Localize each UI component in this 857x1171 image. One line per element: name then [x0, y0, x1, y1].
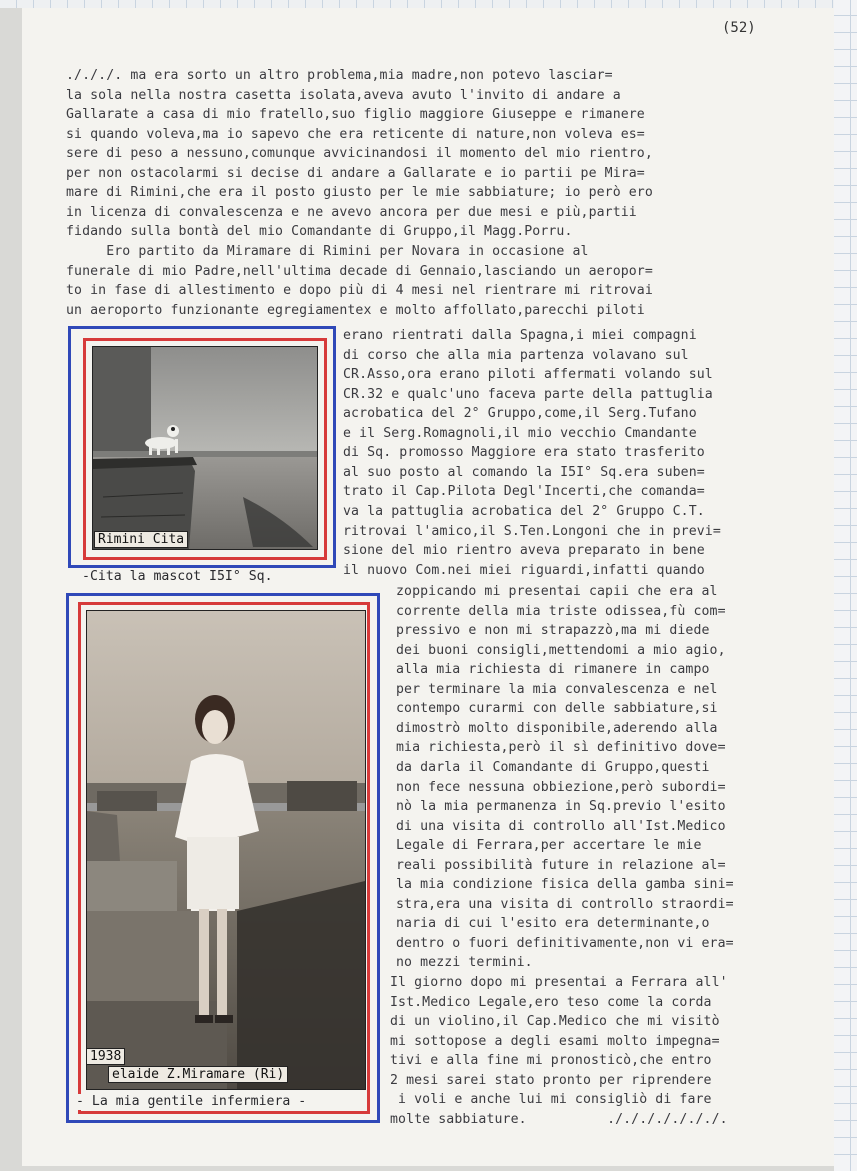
text-line: ./././. ma era sorto un altro problema,mia madre,non potevo lasciar=	[66, 68, 613, 83]
text-line: un aeroporto funzionante egregiamentex e molto affollato,parecchi piloti	[66, 302, 645, 318]
text-line: stra,era una visita di controllo straordi=	[396, 896, 734, 912]
text-line: i voli e anche lui mi consigliò di fare	[390, 1092, 712, 1108]
text-line: CR.32 e qualc'uno faceva parte della pattuglia	[343, 386, 713, 402]
text-line: CR.Asso,ora erano piloti affermati volando sul	[343, 367, 713, 383]
text-line: mare di Rimini,che era il posto giusto per le mie sabbiature; io però ero	[66, 185, 653, 201]
text-line: pressivo e non mi strapazzò,ma mi diede	[396, 623, 710, 639]
graph-paper-edge-right	[834, 0, 857, 1171]
text-line: sere di peso a nessuno,comunque avvicinandosi il momento del mio rientro,	[66, 146, 653, 162]
text-line: di una visita di controllo all'Ist.Medico	[396, 818, 726, 834]
text-line: tivi e alla fine mi pronosticò,che entro	[390, 1053, 712, 1069]
photo-2-caption: - La mia gentile infermiera -	[76, 1094, 307, 1109]
text-line: per non ostacolarmi si decise di andare a Gallarate e io partii pe Mira=	[66, 165, 645, 181]
text-line: acrobatica del 2° Gruppo,come,il Serg.Tufano	[343, 406, 697, 422]
text-line: trato il Cap.Pilota Degl'Incerti,che comanda=	[343, 484, 705, 500]
graph-paper-edge-top	[0, 0, 857, 8]
text-line: to in fase di allestimento e dopo più di 4 mesi nel rientrare mi ritrovai	[66, 283, 653, 299]
text-line: si quando voleva,ma io sapevo che era reticente di nature,non voleva es=	[66, 126, 645, 142]
text-line: erano rientrati dalla Spagna,i miei compagni	[343, 328, 697, 343]
text-line: funerale di mio Padre,nell'ultima decade di Gennaio,lasciando un aeropor=	[66, 263, 653, 279]
text-line: la mia condizione fisica della gamba sini=	[396, 877, 734, 893]
text-line: non fece nessuna obbiezione,però subordi=	[396, 779, 726, 795]
text-line: di corso che alla mia partenza volavano sul	[343, 347, 689, 363]
text-line: reali possibilità future in relazione al=	[396, 857, 726, 873]
text-line: nò la mia permanenza in Sq.previo l'esito	[396, 799, 726, 815]
text-line: 2 mesi sarei stato pronto per riprendere	[390, 1072, 712, 1088]
text-line: dei buoni consigli,mettendomi a mio agio,	[396, 642, 726, 658]
text-line: Ist.Medico Legale,ero teso come la corda	[390, 994, 712, 1010]
text-line: di un violino,il Cap.Medico che mi visitò	[390, 1014, 720, 1030]
text-line: la sola nella nostra casetta isolata,aveva avuto l'invito di andare a	[66, 87, 621, 103]
text-line: va la pattuglia acrobatica del 2° Gruppo C.T.	[343, 503, 705, 519]
text-line: alla mia richiesta di rimanere in campo	[396, 662, 710, 678]
photo-2-handwritten-label: elaide Z.Miramare (Ri)	[108, 1066, 288, 1083]
text-line: dentro o fuori definitivamente,non vi era=	[396, 935, 734, 951]
photo-dog-on-beach	[92, 346, 318, 550]
text-line: contempo curarmi con delle sabbiature,si	[396, 701, 718, 717]
photo-2-year-label: 1938	[86, 1048, 125, 1065]
text-line: molte sabbiature. ./././././././.	[390, 1111, 728, 1127]
photo-dog-image	[93, 347, 317, 549]
text-line: no mezzi termini.	[396, 955, 533, 971]
text-line: Ero partito da Miramare di Rimini per Novara in occasione al	[66, 243, 589, 259]
text-line: fidando sulla bontà del mio Comandante di Gruppo,il Magg.Porru.	[66, 224, 573, 240]
text-line: al suo posto al comando la I5I° Sq.era suben=	[343, 464, 705, 480]
photo-woman-on-beach	[86, 610, 366, 1090]
text-line: di Sq. promosso Maggiore era stato trasferito	[343, 445, 705, 461]
text-line: Il giorno dopo mi presentai a Ferrara all'	[390, 975, 728, 990]
photo-woman-image	[87, 611, 365, 1089]
text-line: il nuovo Com.nei miei riguardi,infatti quando	[343, 562, 705, 578]
text-line: Legale di Ferrara,per accertare le mie	[396, 838, 702, 854]
text-line: mia richiesta,però il sì definitivo dove=	[396, 740, 726, 756]
text-line: in licenza di convalescenza e ne avevo ancora per due mesi e più,partii	[66, 204, 637, 220]
page-number: (52)	[722, 20, 756, 36]
text-line: ritrovai l'amico,il S.Ten.Longoni che in previ=	[343, 523, 721, 539]
text-line: dimostrò molto disponibile,aderendo alla	[396, 720, 718, 736]
text-line: mi sottopose a degli esami molto impegna=	[390, 1033, 720, 1049]
photo-1-handwritten-label: Rimini Cita	[94, 531, 188, 548]
text-line: Gallarate a casa di mio fratello,suo figlio maggiore Giuseppe e rimanere	[66, 107, 645, 123]
text-line: per terminare la mia convalescenza e nel	[396, 681, 718, 697]
text-line: naria di cui l'esito era determinante,o	[396, 916, 710, 932]
text-line: corrente della mia triste odissea,fù com=	[396, 603, 726, 619]
photo-1-caption: -Cita la mascot I5I° Sq.	[82, 569, 273, 584]
text-line: zoppicando mi presentai capii che era al	[396, 584, 718, 599]
text-line: e il Serg.Romagnoli,il mio vecchio Cmandante	[343, 425, 697, 441]
text-line: sione del mio rientro aveva preparato in bene	[343, 543, 705, 559]
text-line: da darla il Comandante di Gruppo,questi	[396, 759, 710, 775]
